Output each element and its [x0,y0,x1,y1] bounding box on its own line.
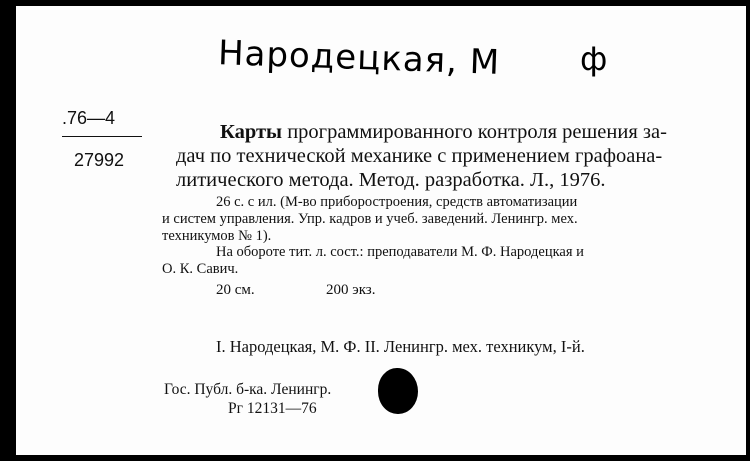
call-number-divider [62,136,142,137]
scan-border-right [746,0,750,461]
handwritten-mark: ф [580,40,608,78]
size-value: 20 см. [216,282,255,298]
description-line-1: 26 с. с ил. (М-во приборостроения, средств автоматизации [216,194,578,210]
holding-library [164,380,331,418]
note-line-1: На обороте тит. л. сост.: преподаватели М. Ф. Народецкая и [216,244,584,260]
call-number-classification: .76—4 [62,108,116,128]
tracings: I. Народецкая, М. Ф. II. Ленингр. мех. техникум, I-й. [216,337,585,356]
title-line-3: литического метода. Метод. разработка. Л., 1976. [176,169,606,191]
call-number-inventory: 27992 [74,150,125,170]
title-line-1: программированного контроля решения за- [287,121,667,143]
print-run: 200 экз. [326,282,376,298]
description-line-2: и систем управления. Упр. кадров и учеб. заведений. Ленингр. мех. [162,211,578,227]
compilers-note [162,244,742,278]
title-line-2: дач по технической механике с применением графоана- [176,145,663,167]
holder-line-1: Гос. Публ. б-ка. Ленингр. [164,381,332,398]
scan-border-left [0,0,16,461]
title-lead-word: Карты [220,121,283,143]
scan-border-bottom [0,455,750,461]
scan-border-top [0,0,750,6]
physical-description [162,194,742,245]
holder-line-2: Рг 12131—76 [228,400,317,417]
punch-hole [378,368,418,414]
handwritten-author: Народецкая, М [217,33,501,83]
title-block [176,120,736,192]
description-line-3: техникумов № 1). [162,228,272,244]
note-line-2: О. К. Савич. [162,261,239,277]
